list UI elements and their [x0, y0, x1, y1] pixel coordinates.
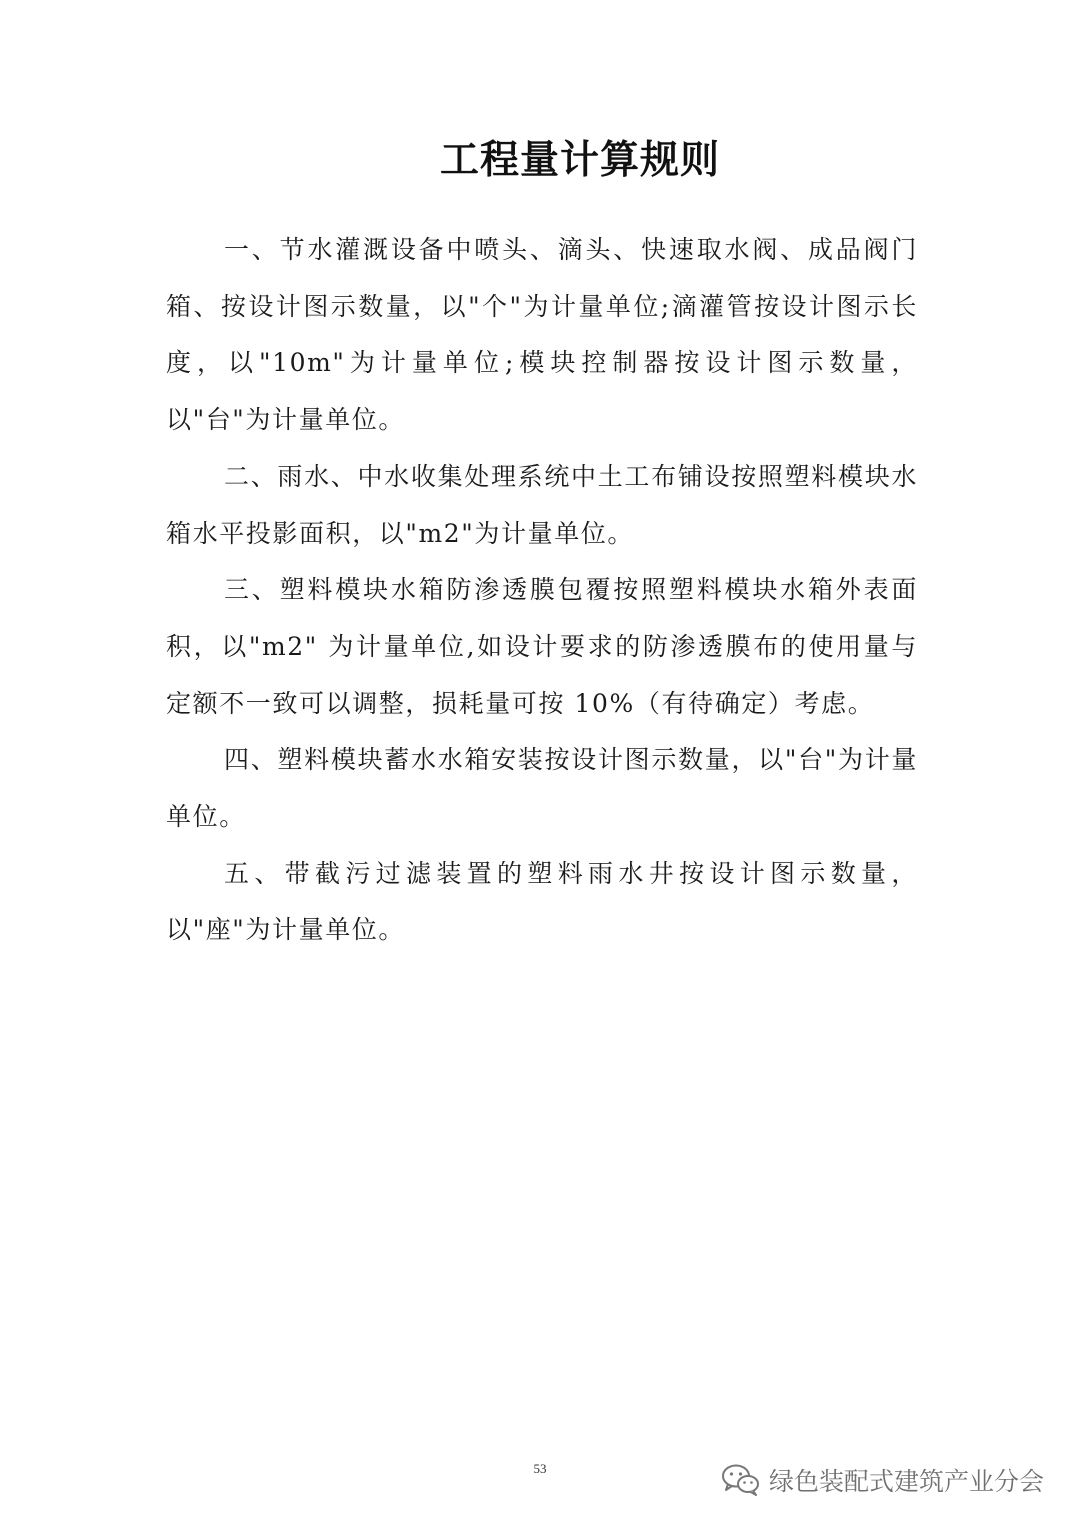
paragraph-5: 五、带截污过滤装置的塑料雨水井按设计图示数量，以"座"为计量单位。 [166, 858, 918, 945]
page-number: 53 [533, 1461, 547, 1476]
paragraph-2: 二、雨水、中水收集处理系统中土工布铺设按照塑料模块水箱水平投影面积，以"m2"为计量单位。 [166, 461, 918, 548]
paragraph-3: 三、塑料模块水箱防渗透膜包覆按照塑料模块水箱外表面积，以"m2" 为计量单位,如设计要求的防渗透膜布的使用量与定额不一致可以调整，损耗量可按 10%（有待确定）考虑。 [166, 575, 918, 718]
watermark-text: 绿色装配式建筑产业分会 [768, 1467, 1044, 1496]
document-body [166, 222, 918, 959]
watermark [721, 1460, 1044, 1500]
paragraph-4: 四、塑料模块蓄水水箱安装按设计图示数量，以"台"为计量单位。 [166, 745, 918, 832]
page-title: 工程量计算规则 [439, 137, 720, 183]
wechat-icon [721, 1463, 761, 1497]
paragraph-1: 一、节水灌溉设备中喷头、滴头、快速取水阀、成品阀门箱、按设计图示数量，以"个"为计量单位;滴灌管按设计图示长度，以"10m"为计量单位;模块控制器按设计图示数量，以"台"为计量单位。 [166, 235, 918, 435]
